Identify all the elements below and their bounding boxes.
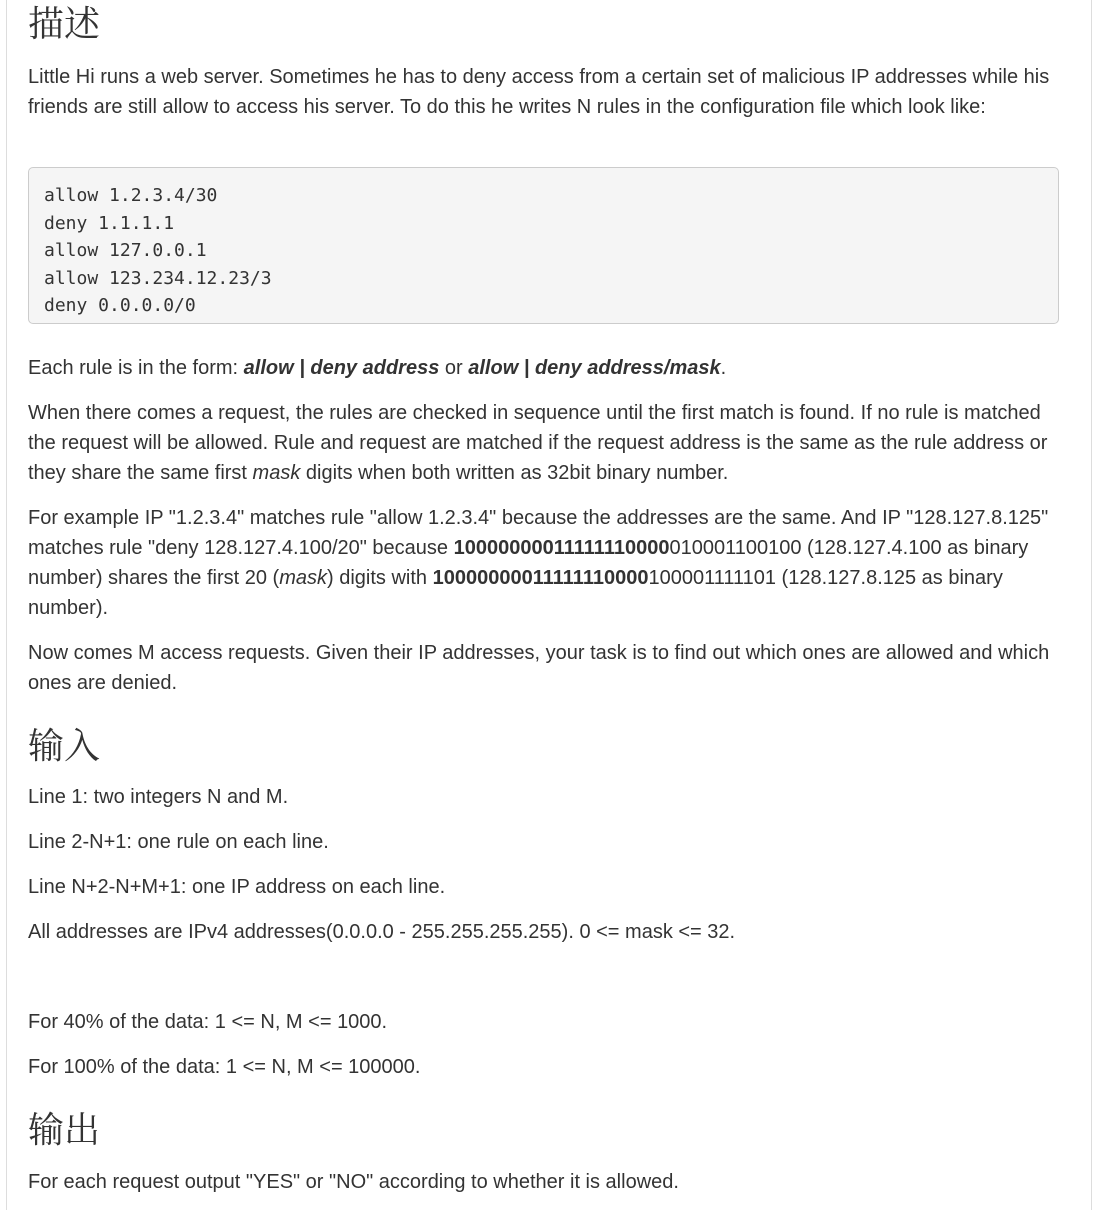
rule-form-2: allow | deny address/mask [468,357,721,379]
description-heading: 描述 [28,4,101,45]
binary-1-rest: 010001100100 [669,537,802,559]
code-line: allow 127.0.0.1 [44,240,207,261]
input-line-4: All addresses are IPv4 addresses(0.0.0.0 - 255.255.255.255). 0 <= mask <= 32. [28,921,736,943]
example-text-4: (128.127.8.125 as binary number). [28,567,1003,619]
rule-form-1: allow | deny address [243,357,440,379]
rule-form-prefix: Each rule is in the form: [28,357,244,379]
rules-code-block [28,167,1059,324]
binary-2-rest: 100001111101 [648,567,776,589]
example-text-1: For example IP "1.2.3.4" matches rule "allow 1.2.3.4" because the addresses are the same. And IP "128.127.8.125" matches rule "deny 128.127.4.100/20" because [28,507,1049,559]
rule-form-paragraph [28,353,1073,383]
code-line: allow 123.234.12.23/3 [44,267,272,289]
intro-paragraph: Little Hi runs a web server. Sometimes he has to deny access from a certain set of malicious IP addresses while his friends are still allow to access his server. To do this he writes N rules in the configuration file which look like: [28,66,1050,118]
limit-100-percent: For 100% of the data: 1 <= N, M <= 100000. [28,1056,421,1078]
input-line-2: Line 2-N+1: one rule on each line. [28,831,329,853]
matching-paragraph [28,398,1063,488]
input-line-1: Line 1: two integers N and M. [28,786,289,808]
example-text-2: (128.127.4.100 as binary number) shares the first 20 ( [28,537,1029,589]
binary-1-prefix: 10000000011111110000 [453,537,670,559]
code-line: deny 1.1.1.1 [44,212,175,234]
example-text-3: ) digits with [327,567,433,589]
mask-word: mask [279,567,328,589]
example-paragraph [28,503,1073,623]
rule-form-suffix: . [720,357,727,379]
input-heading: 输入 [28,726,101,767]
requests-paragraph: Now comes M access requests. Given their IP addresses, your task is to find out which ones are allowed and which ones are denied. [28,642,1050,694]
binary-2-prefix: 10000000011111110000 [432,567,649,589]
code-line: allow 1.2.3.4/30 [44,185,218,206]
matching-text-2: digits when both written as 32bit binary number. [300,462,729,484]
rule-form-mid: or [439,357,469,379]
input-line-3: Line N+2-N+M+1: one IP address on each line. [28,876,446,898]
mask-word: mask [252,462,301,484]
code-line: deny 0.0.0.0/0 [44,295,196,316]
output-heading: 输出 [28,1110,101,1151]
matching-text-1: When there comes a request, the rules are checked in sequence until the first match is found. If no rule is matched the request will be allowed. Rule and request are matched if the request address is the same as the rule address or they share the same first [28,402,1048,484]
limit-40-percent: For 40% of the data: 1 <= N, M <= 1000. [28,1011,388,1033]
output-text: For each request output "YES" or "NO" according to whether it is allowed. [28,1171,679,1193]
